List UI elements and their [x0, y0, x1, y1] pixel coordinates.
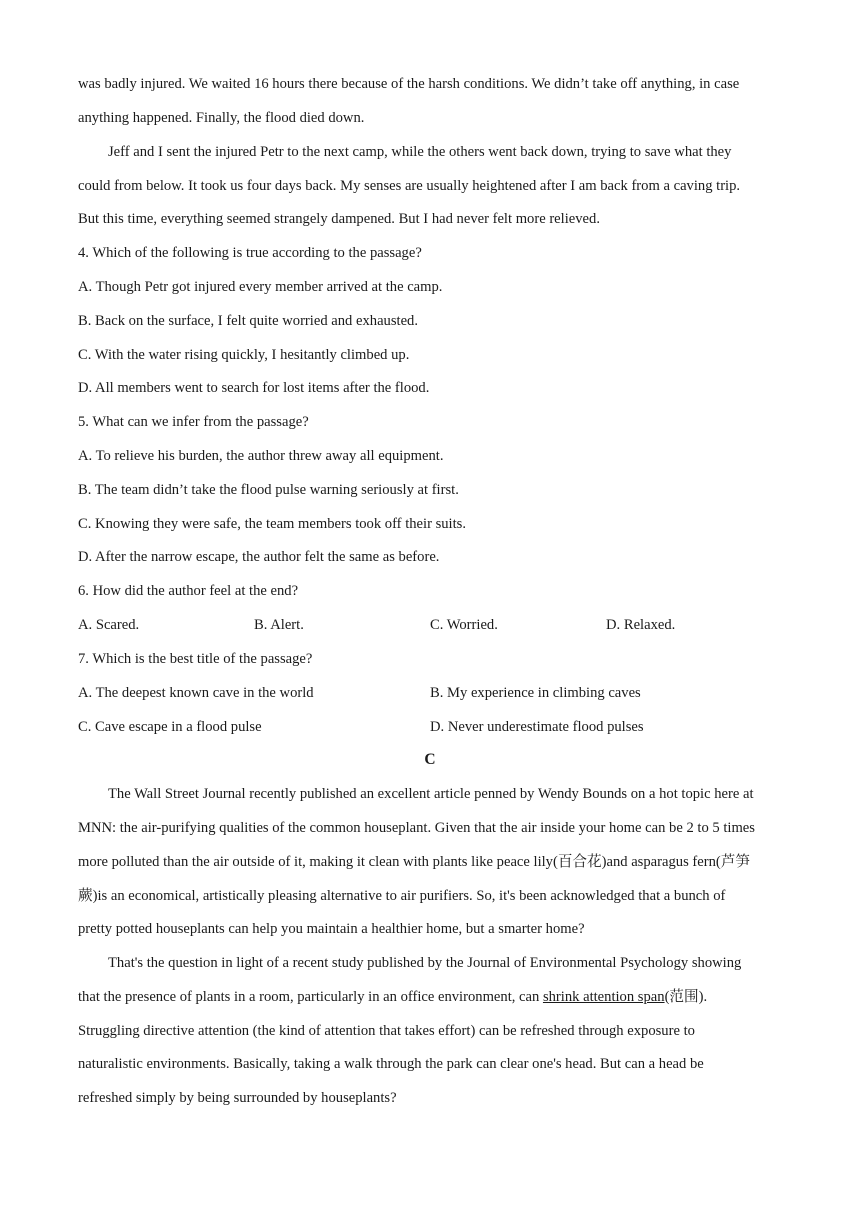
- answer-option: B. Back on the surface, I felt quite worried and exhausted.: [78, 313, 418, 329]
- passage-c-line: pretty potted houseplants can help you maintain a healthier home, but a smarter home?: [78, 921, 585, 937]
- answer-option: C. With the water rising quickly, I hesitantly climbed up.: [78, 347, 410, 363]
- answer-option: D. All members went to search for lost items after the flood.: [78, 380, 430, 396]
- underlined-phrase: shrink attention span: [542, 989, 665, 1005]
- passage-c-line: more polluted than the air outside of it, making it clean with plants like peace lily(百合花)and asparagus fern(芦笋: [78, 854, 750, 870]
- passage-c-text: (范围).: [664, 989, 708, 1005]
- answer-option: A. The deepest known cave in the world: [78, 685, 314, 701]
- passage-c-line: MNN: the air-purifying qualities of the common houseplant. Given that the air inside your home can be 2 to 5 times: [78, 820, 755, 836]
- passage-c-line: The Wall Street Journal recently published an excellent article penned by Wendy Bounds on a hot topic here at: [108, 786, 754, 802]
- passage-c-line: That's the question in light of a recent study published by the Journal of Environmental Psychology showing: [108, 955, 742, 971]
- question-stem: 5. What can we infer from the passage?: [78, 414, 309, 430]
- answer-option: D. Never underestimate flood pulses: [430, 719, 644, 735]
- passage-b-line: was badly injured. We waited 16 hours there because of the harsh conditions. We didn’t take off anything, in case: [78, 76, 740, 92]
- question-stem: 7. Which is the best title of the passage?: [78, 651, 313, 667]
- answer-option: C. Knowing they were safe, the team members took off their suits.: [78, 516, 466, 532]
- answer-option: A. To relieve his burden, the author threw away all equipment.: [78, 448, 444, 464]
- answer-option: D. Relaxed.: [606, 617, 676, 633]
- passage-c-line: Struggling directive attention (the kind of attention that takes effort) can be refreshed through exposure to: [78, 1023, 695, 1039]
- answer-option: B. The team didn’t take the flood pulse warning seriously at first.: [78, 482, 459, 498]
- passage-c-line: refreshed simply by being surrounded by houseplants?: [78, 1090, 397, 1106]
- answer-option: C. Worried.: [430, 617, 498, 633]
- passage-b-line: could from below. It took us four days back. My senses are usually heightened after I am back from a caving trip.: [78, 178, 741, 194]
- passage-b-line: anything happened. Finally, the flood died down.: [78, 110, 365, 126]
- question-stem: 4. Which of the following is true according to the passage?: [78, 245, 422, 261]
- passage-c-line: naturalistic environments. Basically, taking a walk through the park can clear one's head. But can a head be: [78, 1056, 704, 1072]
- answer-option: B. Alert.: [254, 617, 304, 633]
- answer-option: C. Cave escape in a flood pulse: [78, 719, 262, 735]
- answer-option: D. After the narrow escape, the author felt the same as before.: [78, 549, 440, 565]
- section-heading: C: [424, 751, 436, 768]
- passage-b-line: But this time, everything seemed strangely dampened. But I had never felt more relieved.: [78, 211, 600, 227]
- passage-c-line: [78, 988, 707, 1006]
- passage-b-line: Jeff and I sent the injured Petr to the next camp, while the others went back down, trying to save what they: [108, 144, 732, 160]
- answer-option: A. Though Petr got injured every member arrived at the camp.: [78, 279, 443, 295]
- question-stem: 6. How did the author feel at the end?: [78, 583, 299, 599]
- passage-c-text: that the presence of plants in a room, particularly in an office environment, can: [78, 989, 543, 1005]
- passage-c-line: 蕨)is an economical, artistically pleasing alternative to air purifiers. So, it's been acknowledged that a bunch of: [78, 888, 726, 904]
- answer-option: B. My experience in climbing caves: [430, 685, 641, 701]
- answer-option: A. Scared.: [78, 617, 140, 633]
